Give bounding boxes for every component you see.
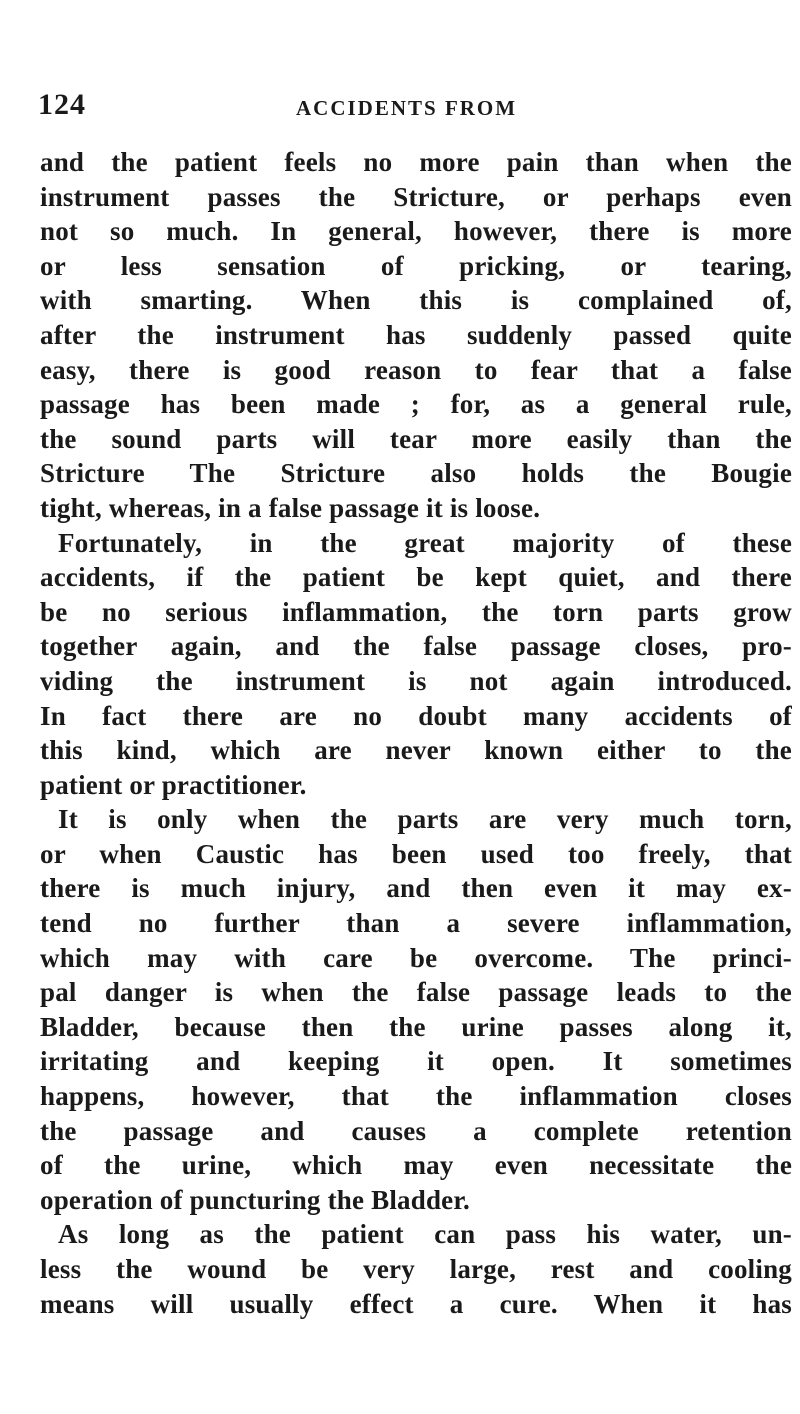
text-line: As long as the patient can pass his water, un- <box>58 1219 792 1250</box>
text-line: In fact there are no doubt many accidents of <box>40 700 792 731</box>
text-line: together again, and the false passage closes, pro- <box>40 631 792 662</box>
page-header <box>38 88 778 128</box>
text-line: which may with care be overcome. The princi- <box>40 942 792 973</box>
text-line: happens, however, that the inflammation closes <box>40 1081 792 1112</box>
text-line: irritating and keeping it open. It sometimes <box>40 1046 792 1077</box>
text-line: not so much. In general, however, there is more <box>40 216 792 247</box>
text-line: tight, whereas, in a false passage it is loose. <box>40 492 541 523</box>
text-line: It is only when the parts are very much torn, <box>58 804 792 835</box>
text-line: passage has been made ; for, as a general rule, <box>40 389 792 420</box>
text-line: after the instrument has suddenly passed quite <box>40 319 792 350</box>
text-line: instrument passes the Stricture, or perhaps even <box>40 181 792 212</box>
text-line: with smarting. When this is complained of, <box>40 285 792 316</box>
running-head: ACCIDENTS FROM <box>296 96 518 120</box>
text-line: tend no further than a severe inflammation, <box>40 908 792 939</box>
text-line: less the wound be very large, rest and cooling <box>40 1254 792 1284</box>
text-line: or when Caustic has been used too freely, that <box>40 838 792 869</box>
text-line: operation of puncturing the Bladder. <box>40 1184 470 1215</box>
text-line: patient or practitioner. <box>40 769 307 800</box>
text-line: the passage and causes a complete retention <box>40 1115 792 1146</box>
text-line: means will usually effect a cure. When it has <box>40 1288 792 1319</box>
text-line: and the patient feels no more pain than when the <box>40 147 792 177</box>
text-line: there is much injury, and then even it may ex- <box>40 873 792 904</box>
text-line: Fortunately, in the great majority of these <box>58 527 792 558</box>
text-line: the sound parts will tear more easily than the <box>40 423 792 454</box>
text-line: this kind, which are never known either to the <box>40 735 792 766</box>
text-line: viding the instrument is not again introduced. <box>40 665 792 696</box>
text-line: Stricture The Stricture also holds the Bougie <box>40 458 792 489</box>
text-line: of the urine, which may even necessitate the <box>40 1150 792 1181</box>
text-line: easy, there is good reason to fear that a false <box>40 354 792 385</box>
text-line: pal danger is when the false passage leads to the <box>40 977 792 1008</box>
page-number: 124 <box>38 88 86 121</box>
body-text <box>40 145 792 1321</box>
text-line: Bladder, because then the urine passes along it, <box>40 1011 792 1042</box>
text-line: or less sensation of pricking, or tearing, <box>40 250 792 281</box>
text-line: be no serious inflammation, the torn parts grow <box>40 596 792 627</box>
text-line: accidents, if the patient be kept quiet, and there <box>40 562 792 593</box>
